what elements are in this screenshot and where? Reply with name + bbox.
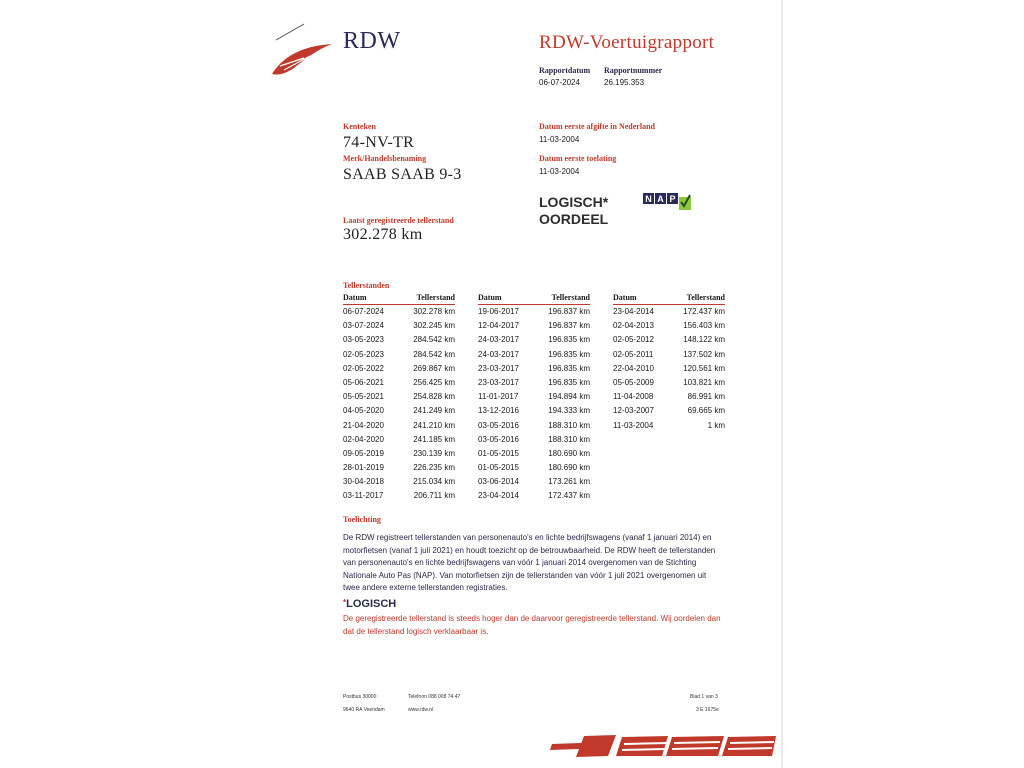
- table-row: [478, 390, 590, 404]
- rapportdatum-label: Rapportdatum: [539, 66, 591, 75]
- row-date: 23-03-2017: [478, 363, 519, 373]
- rdw-logo-icon: [270, 22, 336, 78]
- oordeel-line-1: LOGISCH*: [539, 194, 609, 210]
- footer-web: www.rdw.nl: [408, 707, 434, 713]
- logisch-word: LOGISCH: [346, 598, 397, 610]
- table-row: [478, 447, 590, 461]
- table-row: [343, 348, 455, 362]
- row-tellerstand: 269.867 km: [413, 363, 455, 373]
- row-date: 03-07-2024: [343, 321, 384, 331]
- header-tellerstand: Tellerstand: [416, 293, 455, 302]
- row-date: 24-03-2017: [478, 349, 519, 359]
- row-tellerstand: 254.828 km: [413, 392, 455, 402]
- row-tellerstand: 241.185 km: [413, 434, 455, 444]
- table-header: [343, 293, 455, 305]
- logisch-note-heading: [343, 598, 396, 610]
- footer-postcode: 9640 RA Veendam: [343, 707, 385, 713]
- row-date: 12-03-2007: [613, 406, 654, 416]
- table-row: [478, 475, 590, 489]
- row-date: 05-05-2009: [613, 377, 654, 387]
- row-date: 01-05-2015: [478, 448, 519, 458]
- row-date: 02-04-2013: [613, 321, 654, 331]
- table-row: [613, 319, 725, 333]
- row-tellerstand: 215.034 km: [413, 477, 455, 487]
- table-row: [478, 362, 590, 376]
- header-datum: Datum: [613, 293, 637, 302]
- row-tellerstand: 173.261 km: [548, 477, 590, 487]
- row-tellerstand: 86.991 km: [687, 392, 725, 402]
- org-name: RDW: [343, 28, 401, 54]
- merk-label: Merk/Handelsbenaming: [343, 154, 427, 163]
- merk-value: SAAB SAAB 9-3: [343, 166, 462, 183]
- row-tellerstand: 206.711 km: [413, 491, 455, 501]
- table-row: [478, 461, 590, 475]
- asterisk: *: [343, 598, 347, 607]
- row-date: 30-04-2018: [343, 477, 384, 487]
- oordeel-badge: [539, 194, 608, 228]
- table-row: [343, 433, 455, 447]
- table-row: [343, 475, 455, 489]
- row-date: 03-06-2014: [478, 477, 519, 487]
- row-tellerstand: 172.437 km: [548, 491, 590, 501]
- row-date: 03-05-2016: [478, 434, 519, 444]
- laatste-tellerstand-value: 302.278 km: [343, 226, 423, 243]
- row-tellerstand: 188.310 km: [548, 434, 590, 444]
- row-date: 21-04-2020: [343, 420, 384, 430]
- row-tellerstand: 156.403 km: [683, 321, 725, 331]
- tellerstanden-column-2: [478, 293, 590, 504]
- row-tellerstand: 196.835 km: [548, 335, 590, 345]
- kenteken-label: Kenteken: [343, 122, 376, 131]
- rdw-stripes-graphic: [548, 734, 776, 758]
- table-row: [478, 319, 590, 333]
- rapportdatum-value: 06-07-2024: [539, 78, 580, 87]
- row-tellerstand: 180.690 km: [548, 463, 590, 473]
- table-row: [478, 404, 590, 418]
- row-tellerstand: 69.665 km: [687, 406, 725, 416]
- row-tellerstand: 194.333 km: [548, 406, 590, 416]
- row-tellerstand: 241.249 km: [413, 406, 455, 416]
- toelichting-title: Toelichting: [343, 515, 381, 524]
- row-tellerstand: 120.561 km: [683, 363, 725, 373]
- row-date: 12-04-2017: [478, 321, 519, 331]
- row-date: 01-05-2015: [478, 463, 519, 473]
- table-row: [343, 419, 455, 433]
- table-row: [343, 461, 455, 475]
- row-tellerstand: 241.210 km: [413, 420, 455, 430]
- row-date: 28-01-2019: [343, 463, 384, 473]
- nap-logo-icon: [643, 192, 691, 211]
- table-row: [343, 333, 455, 347]
- row-tellerstand: 196.837 km: [548, 307, 590, 316]
- table-row: [343, 404, 455, 418]
- row-tellerstand: 188.310 km: [548, 420, 590, 430]
- row-date: 05-06-2021: [343, 377, 384, 387]
- row-date: 11-04-2008: [613, 392, 654, 402]
- table-row: [343, 305, 455, 319]
- oordeel-line-2: OORDEEL: [539, 211, 609, 227]
- tellerstanden-title: Tellerstanden: [343, 281, 390, 290]
- afgifte-value: 11-03-2004: [539, 135, 580, 144]
- table-header: [613, 293, 725, 305]
- row-tellerstand: 302.245 km: [413, 321, 455, 331]
- row-tellerstand: 103.821 km: [683, 377, 725, 387]
- svg-text:P: P: [669, 194, 676, 204]
- rapportnummer-value: 26.195.353: [604, 78, 645, 87]
- toelating-value: 11-03-2004: [539, 167, 580, 176]
- row-date: 23-04-2014: [613, 307, 654, 316]
- footer-blad: Blad 1 van 3: [690, 694, 718, 700]
- footer-code: 3 E 1675e: [696, 707, 719, 713]
- row-date: 11-03-2004: [613, 420, 654, 430]
- svg-text:A: A: [657, 194, 664, 204]
- table-row: [613, 348, 725, 362]
- row-date: 11-01-2017: [478, 392, 519, 402]
- laatste-tellerstand-label: Laatst geregistreerde tellerstand: [343, 216, 454, 225]
- row-tellerstand: 196.835 km: [548, 377, 590, 387]
- table-row: [343, 362, 455, 376]
- row-date: 23-03-2017: [478, 377, 519, 387]
- row-date: 02-05-2022: [343, 363, 384, 373]
- rapportnummer-label: Rapportnummer: [604, 66, 663, 75]
- tellerstanden-column-3: [613, 293, 725, 433]
- row-date: 23-04-2014: [478, 491, 519, 501]
- table-row: [478, 376, 590, 390]
- header-tellerstand: Tellerstand: [551, 293, 590, 302]
- table-row: [613, 333, 725, 347]
- row-tellerstand: 180.690 km: [548, 448, 590, 458]
- row-date: 06-07-2024: [343, 307, 384, 316]
- row-tellerstand: 256.425 km: [413, 377, 455, 387]
- row-date: 13-12-2016: [478, 406, 519, 416]
- row-tellerstand: 137.502 km: [683, 349, 725, 359]
- row-tellerstand: 148.122 km: [683, 335, 725, 345]
- row-date: 04-05-2020: [343, 406, 384, 416]
- table-row: [343, 447, 455, 461]
- svg-text:N: N: [645, 194, 652, 204]
- toelating-label: Datum eerste toelating: [539, 154, 617, 163]
- row-tellerstand: 284.542 km: [413, 349, 455, 359]
- row-date: 03-05-2023: [343, 335, 384, 345]
- table-row: [343, 489, 455, 503]
- table-row: [613, 362, 725, 376]
- row-tellerstand: 196.835 km: [548, 349, 590, 359]
- row-date: 02-04-2020: [343, 434, 384, 444]
- footer-postbus: Postbus 30000: [343, 694, 377, 700]
- table-header: [478, 293, 590, 305]
- header-datum: Datum: [478, 293, 502, 302]
- header-tellerstand: Tellerstand: [686, 293, 725, 302]
- table-row: [613, 376, 725, 390]
- table-row: [478, 489, 590, 503]
- table-row: [478, 348, 590, 362]
- report-title: RDW-Voertuigrapport: [539, 32, 715, 53]
- table-row: [478, 333, 590, 347]
- toelichting-text: De RDW registreert tellerstanden van personenauto's en lichte bedrijfswagens (vanaf 1 januari 2014) en motorfietsen (vanaf 1 juli 2021) en houdt toezicht op de betrouwbaarheid. De RDW heeft de tellerstanden van personenauto's en lichte bedrijfswagens van vóór 1 januari 2014 overgenomen van de Stichting Nationale Auto Pas (NAP). Van motorfietsen zijn de tellerstanden van vóór 1 juli 2021 overgenomen uit twee andere externe tellerstanden registraties.: [343, 533, 716, 593]
- row-tellerstand: 172.437 km: [683, 307, 725, 316]
- kenteken-value: 74-NV-TR: [343, 134, 415, 151]
- row-tellerstand: 194.894 km: [548, 392, 590, 402]
- table-row: [343, 319, 455, 333]
- table-row: [613, 404, 725, 418]
- footer-telefoon: Telefoon 088 008 74 47: [408, 694, 461, 700]
- row-tellerstand: 196.837 km: [548, 321, 590, 331]
- row-date: 03-05-2016: [478, 420, 519, 430]
- row-date: 02-05-2012: [613, 335, 654, 345]
- afgifte-label: Datum eerste afgifte in Nederland: [539, 122, 655, 131]
- row-tellerstand: 1 km: [707, 420, 725, 430]
- table-row: [478, 305, 590, 319]
- row-date: 05-05-2021: [343, 392, 384, 402]
- table-row: [478, 419, 590, 433]
- logisch-note-text: De geregistreerde tellerstand is steeds hoger dan de daarvoor geregistreerde tellerstand. Wij oordelen dan dat de tellerstand logisch verklaarbaar is.: [343, 614, 721, 636]
- row-date: 02-05-2023: [343, 349, 384, 359]
- table-row: [613, 305, 725, 319]
- row-tellerstand: 302.278 km: [413, 307, 455, 316]
- tellerstanden-column-1: [343, 293, 455, 504]
- row-date: 24-03-2017: [478, 335, 519, 345]
- row-date: 22-04-2010: [613, 363, 654, 373]
- row-tellerstand: 230.139 km: [413, 448, 455, 458]
- row-tellerstand: 284.542 km: [413, 335, 455, 345]
- row-date: 09-05-2019: [343, 448, 384, 458]
- table-row: [613, 419, 725, 433]
- header-datum: Datum: [343, 293, 367, 302]
- page-edge: [781, 0, 783, 768]
- row-date: 19-06-2017: [478, 307, 519, 316]
- table-row: [478, 433, 590, 447]
- table-row: [343, 376, 455, 390]
- row-tellerstand: 226.235 km: [413, 463, 455, 473]
- table-row: [613, 390, 725, 404]
- table-row: [343, 390, 455, 404]
- row-date: 03-11-2017: [343, 491, 384, 501]
- row-tellerstand: 196.835 km: [548, 363, 590, 373]
- row-date: 02-05-2011: [613, 349, 654, 359]
